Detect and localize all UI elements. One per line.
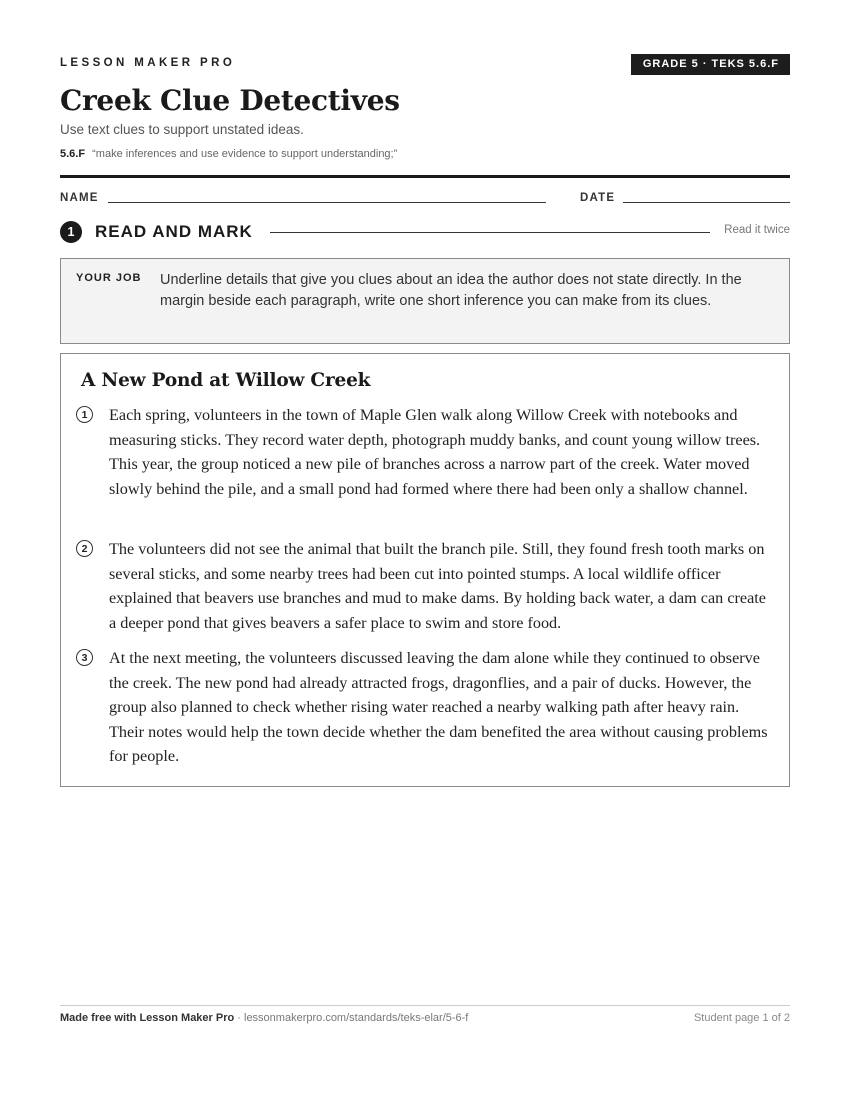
footer-url-link[interactable]: lessonmakerpro.com/standards/teks-elar/5-6-f xyxy=(244,1012,469,1024)
footer-made-with: Made free with Lesson Maker Pro xyxy=(60,1012,235,1024)
standard-line xyxy=(60,148,397,160)
paragraph-text: Each spring, volunteers in the town of Maple Glen walk along Willow Creek with notebooks and measuring sticks. They record water depth, photograph muddy banks, and count young willow trees. This year, the group noticed a new pile of branches across a narrow part of the creek. Water moved slowly behind the pile, and a small pond had formed where there had been only a shallow channel. xyxy=(109,406,761,498)
section-number-badge: 1 xyxy=(60,221,82,243)
header-divider xyxy=(60,175,790,178)
reading-passage-box xyxy=(60,353,790,787)
date-label: DATE xyxy=(580,192,616,204)
grade-badge: GRADE 5 · TEKS 5.6.F xyxy=(631,54,790,75)
job-text: Underline details that give you clues about an idea the author does not state directly. In the margin beside each paragraph, write one short inference you can make from its clues. xyxy=(160,272,742,309)
paragraph-text: The volunteers did not see the animal that built the branch pile. Still, they found fresh tooth marks on several sticks, and some nearby trees had been cut into pointed stumps. A local wildlife officer explained that beavers use branches and mud to make dams. By holding back water, a dam can create a deeper pond that gives beavers a safer place to swim and store food. xyxy=(109,540,766,632)
name-field[interactable] xyxy=(108,202,546,203)
footer-separator: · xyxy=(234,1012,244,1024)
paragraph-number: 3 xyxy=(76,649,93,666)
footer-divider xyxy=(60,1005,790,1006)
name-label: NAME xyxy=(60,192,99,204)
brand-name: LESSON MAKER PRO xyxy=(60,57,236,69)
footer-page-info: Student page 1 of 2 xyxy=(693,1012,790,1024)
page-subtitle: Use text clues to support unstated ideas. xyxy=(60,122,304,137)
worksheet-page xyxy=(60,0,790,1100)
paragraph-text: At the next meeting, the volunteers discussed leaving the dam alone while they continued to observe the creek. The new pond had already attracted frogs, dragonflies, and a pair of ducks. However, the group also planned to check whether rising water reached a nearby walking path after heavy rain. Their notes would help the town decide whether the dam benefited the area without causing problems for people. xyxy=(109,649,768,766)
footer-credit xyxy=(60,1012,468,1024)
job-instructions-box xyxy=(60,258,790,344)
section-divider xyxy=(270,232,710,233)
paragraph-number: 2 xyxy=(76,540,93,557)
date-field[interactable] xyxy=(623,202,790,203)
section-note: Read it twice xyxy=(724,224,790,236)
page-title: Creek Clue Detectives xyxy=(60,84,400,117)
paragraph-number: 1 xyxy=(76,406,93,423)
passage-title: A New Pond at Willow Creek xyxy=(81,370,371,391)
standard-text: “make inferences and use evidence to support understanding;” xyxy=(92,148,398,160)
job-label: YOUR JOB xyxy=(76,272,142,284)
section-title: READ AND MARK xyxy=(95,222,253,241)
standard-code: 5.6.F xyxy=(60,148,86,160)
